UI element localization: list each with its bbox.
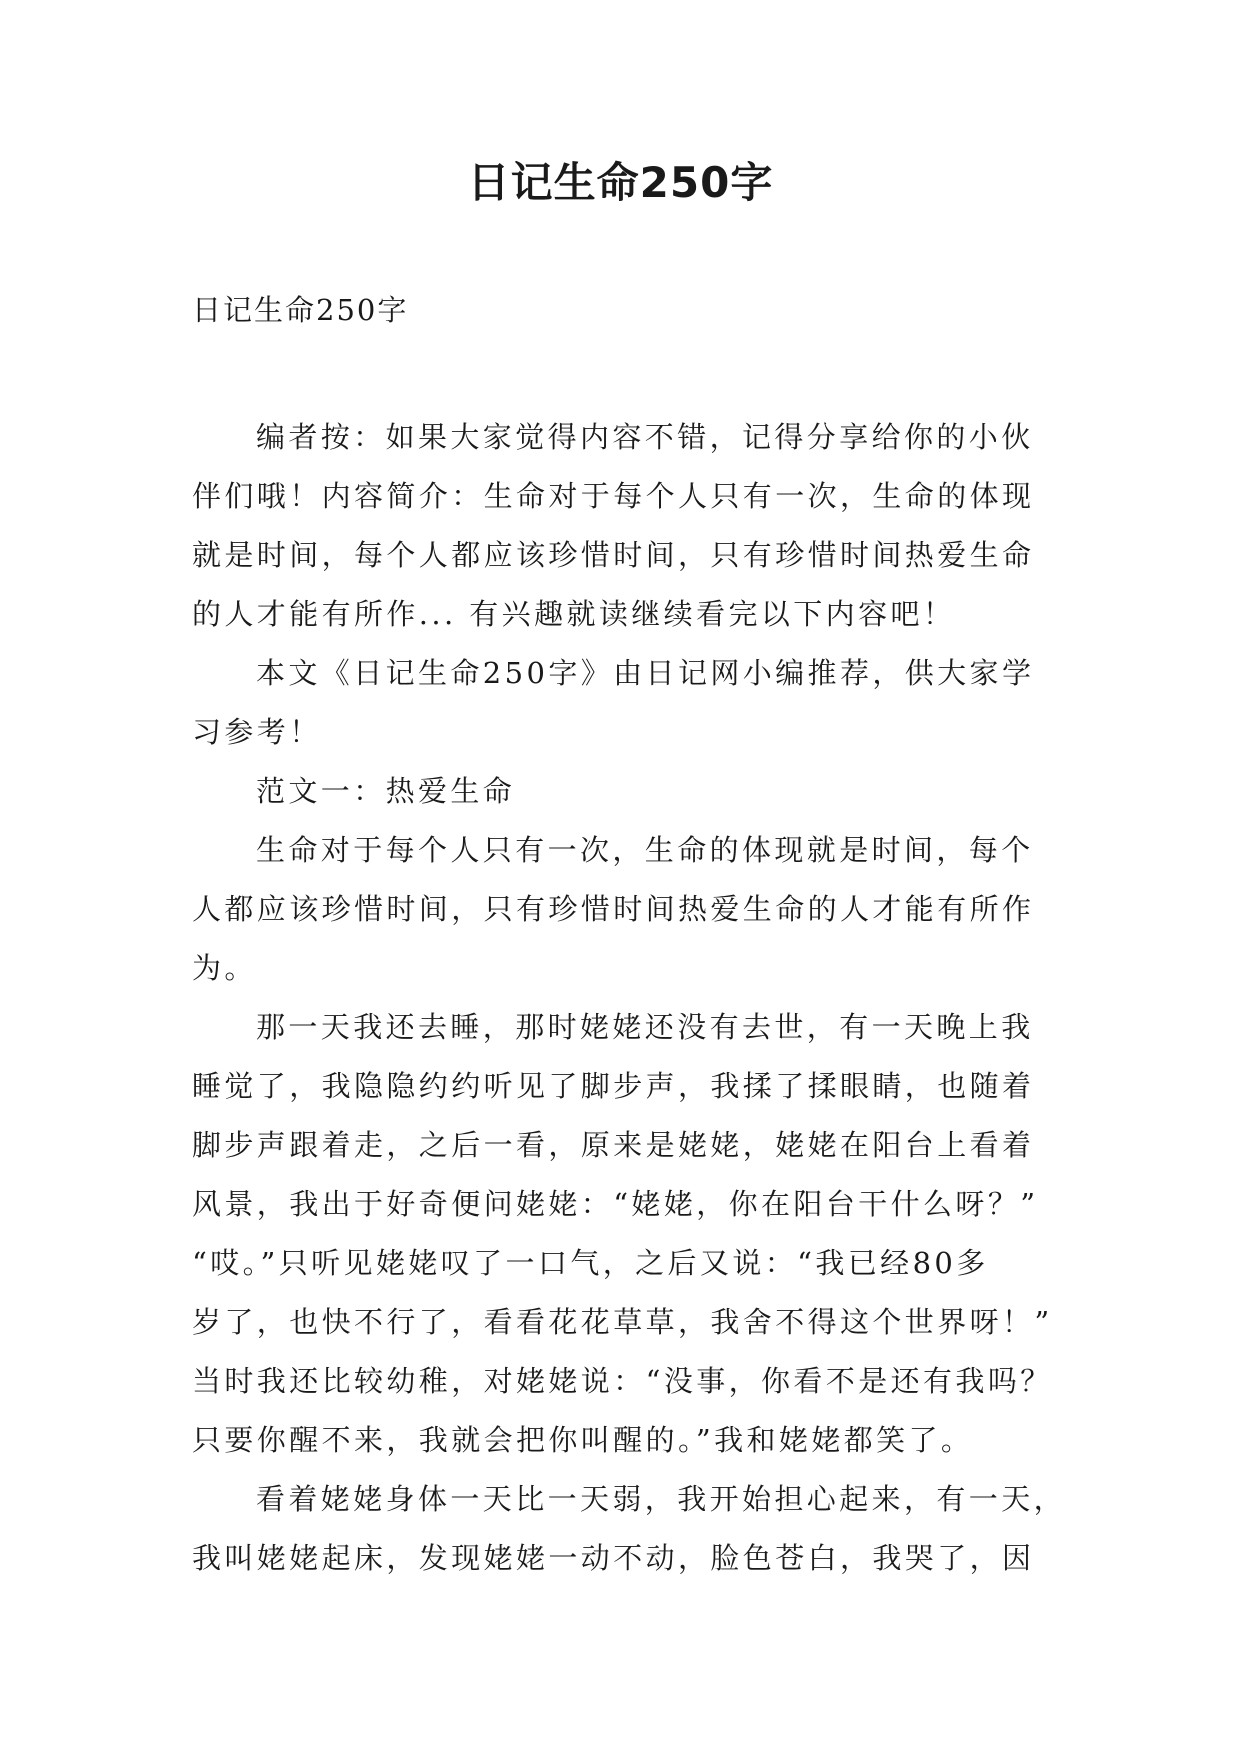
body-line: 睡觉了，我隐隐约约听见了脚步声，我揉了揉眼睛，也随着 — [192, 1069, 1035, 1103]
body-line: 风景，我出于好奇便问姥姥：“姥姥，你在阳台干什么呀？” — [192, 1187, 1039, 1221]
body-line: 人都应该珍惜时间，只有珍惜时间热爱生命的人才能有所作 — [192, 892, 1035, 926]
body-line: 本文《日记生命250字》由日记网小编推荐，供大家学 — [256, 656, 1035, 690]
body-line: “哎。”只听见姥姥叹了一口气，之后又说：“我已经80多 — [192, 1246, 989, 1280]
body-line: 岁了，也快不行了，看看花花草草，我舍不得这个世界呀！” — [192, 1305, 1053, 1339]
body-line: 的人才能有所作... 有兴趣就读继续看完以下内容吧！ — [192, 597, 956, 631]
document-subtitle: 日记生命250字 — [192, 293, 409, 327]
body-line: 看着姥姥身体一天比一天弱，我开始担心起来，有一天， — [256, 1482, 1067, 1516]
body-line: 就是时间，每个人都应该珍惜时间，只有珍惜时间热爱生命 — [192, 538, 1035, 572]
body-line: 范文一：热爱生命 — [256, 774, 516, 808]
body-line: 习参考！ — [192, 715, 322, 749]
body-line: 脚步声跟着走，之后一看，原来是姥姥，姥姥在阳台上看着 — [192, 1128, 1035, 1162]
body-line: 我叫姥姥起床，发现姥姥一动不动，脸色苍白，我哭了，因 — [192, 1541, 1035, 1575]
body-line: 生命对于每个人只有一次，生命的体现就是时间，每个 — [256, 833, 1034, 867]
body-line: 那一天我还去睡，那时姥姥还没有去世，有一天晚上我 — [256, 1010, 1034, 1044]
body-line: 编者按：如果大家觉得内容不错，记得分享给你的小伙 — [256, 420, 1034, 454]
document-body — [192, 408, 1067, 1588]
body-line: 为。 — [192, 951, 257, 985]
body-line: 伴们哦！内容简介：生命对于每个人只有一次，生命的体现 — [192, 479, 1035, 513]
document-title: 日记生命250字 — [467, 158, 774, 207]
body-line: 只要你醒不来，我就会把你叫醒的。”我和姥姥都笑了。 — [192, 1423, 974, 1457]
body-line: 当时我还比较幼稚，对姥姥说：“没事，你看不是还有我吗？ — [192, 1364, 1053, 1398]
